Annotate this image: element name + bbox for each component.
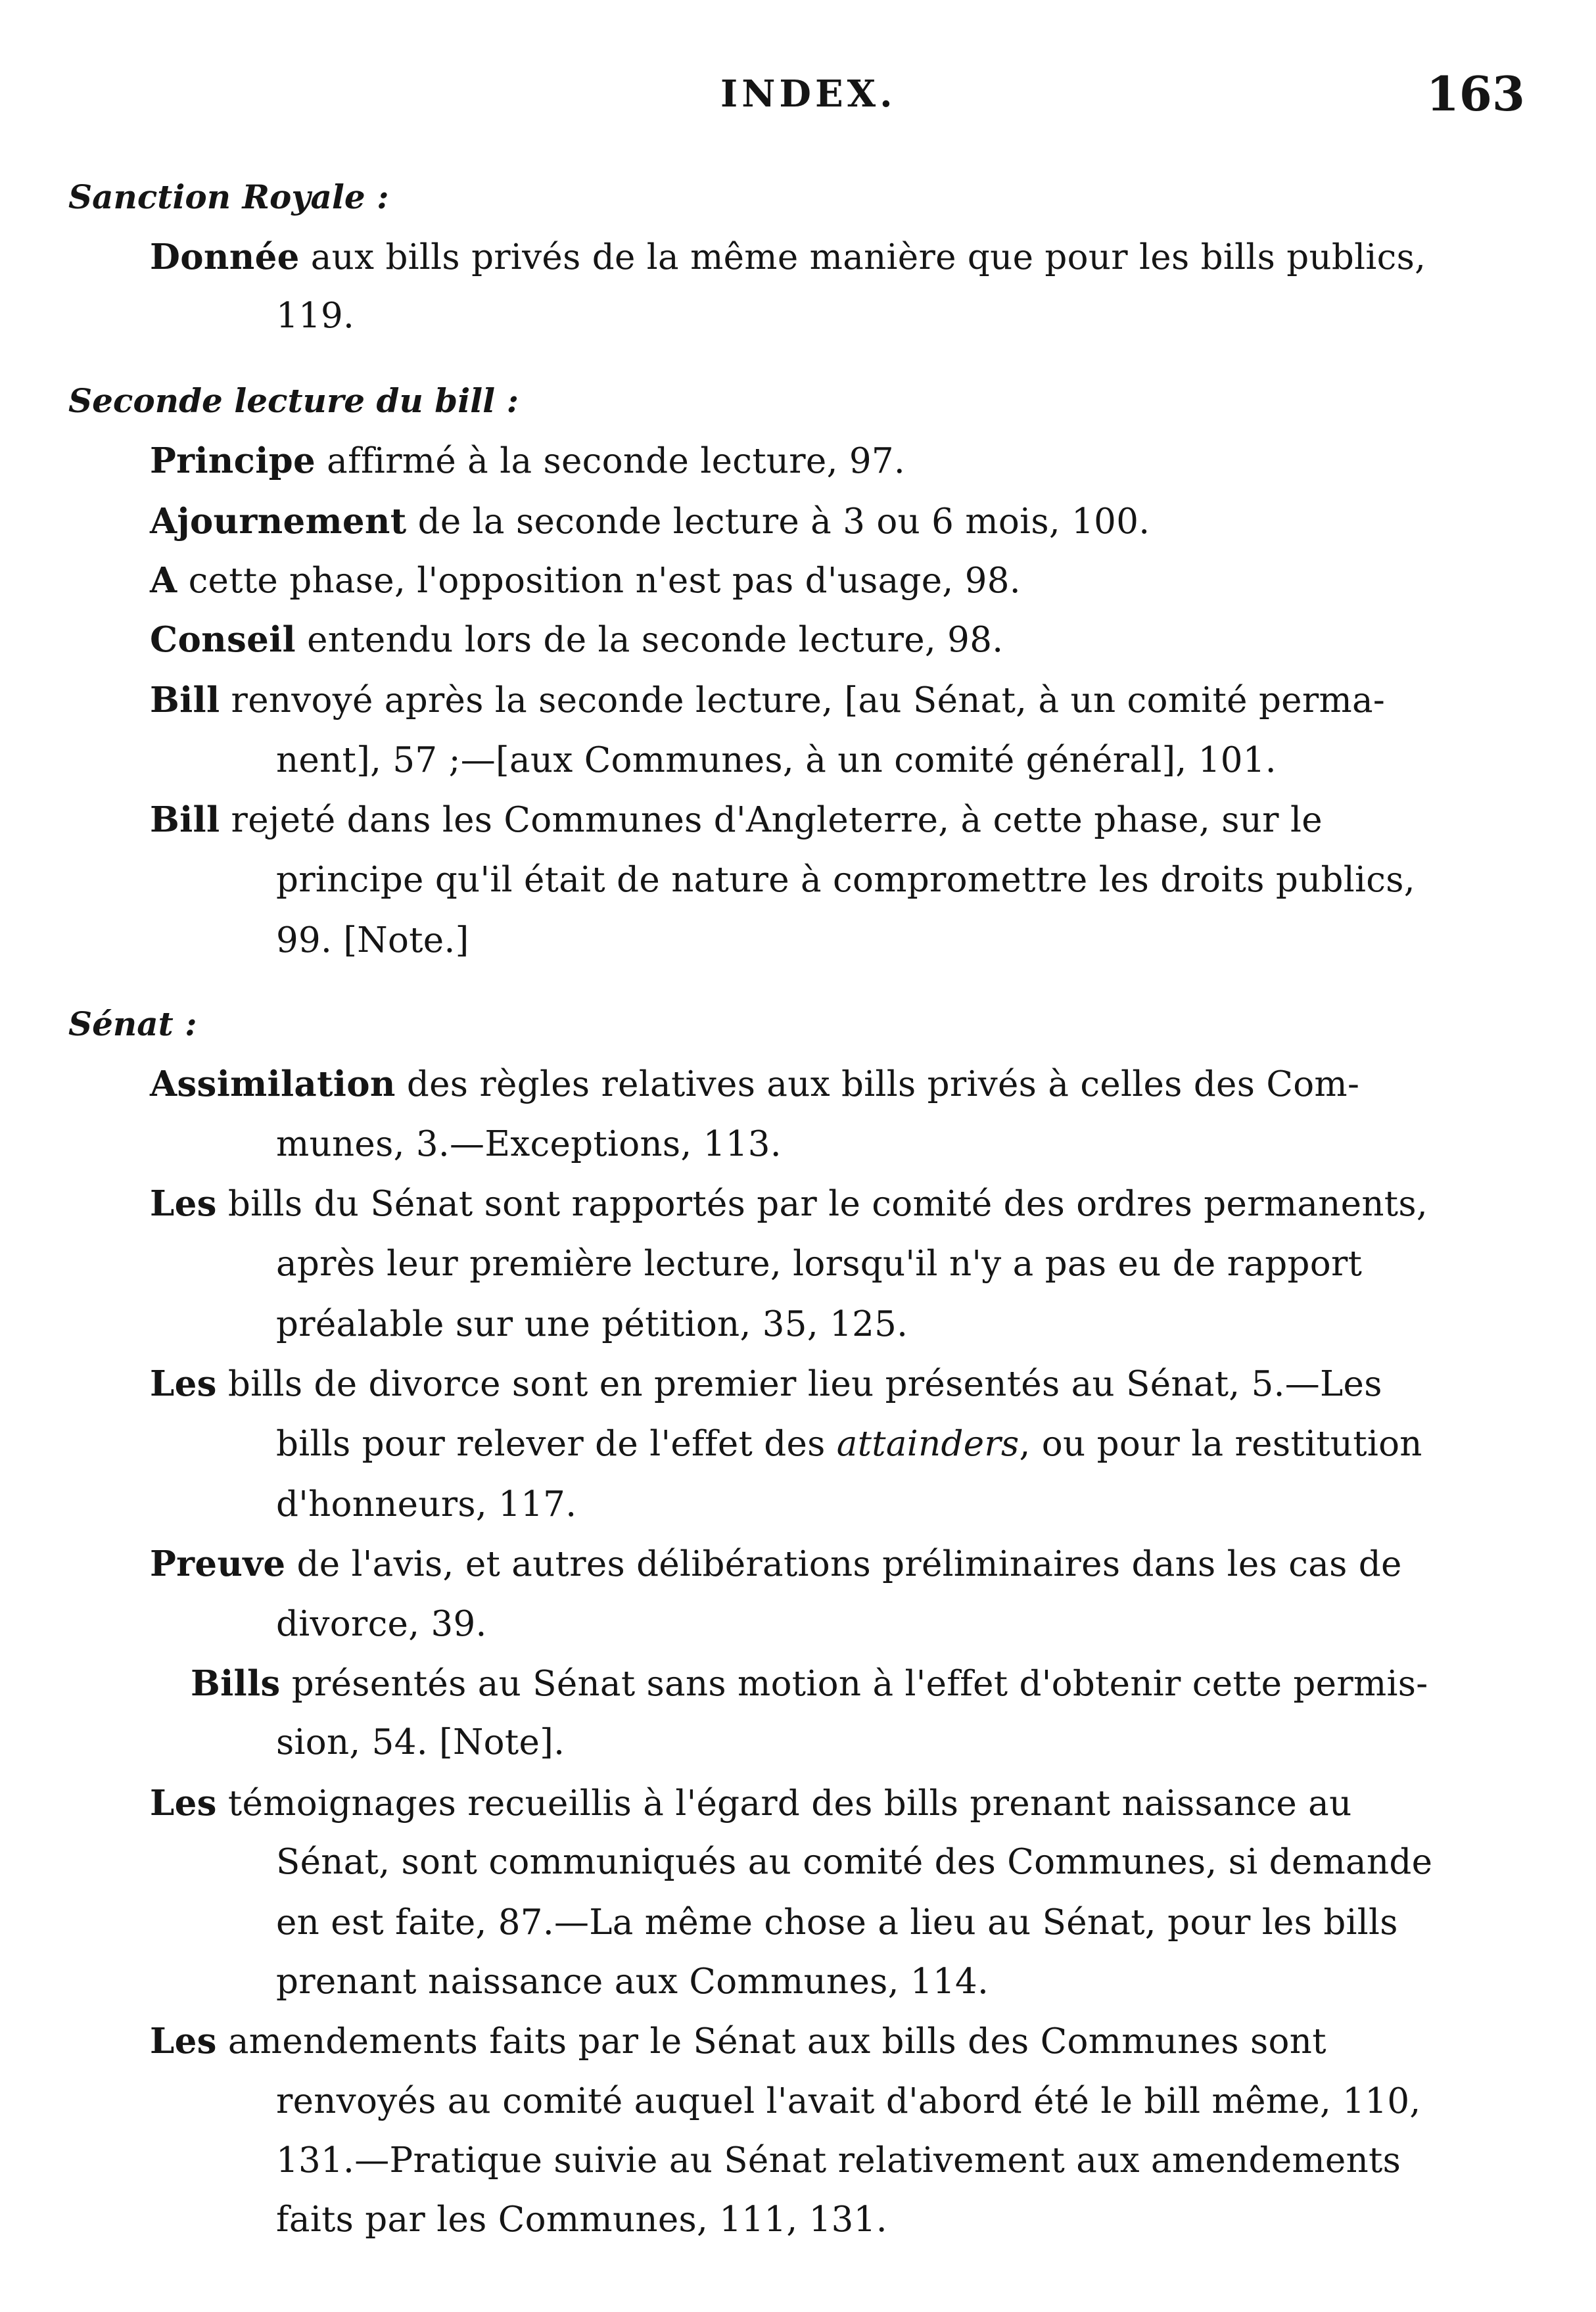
index-entry-text: principe qu'il était de nature à compromettre les droits publics, [276,860,1415,900]
index-entry-continuation-line [276,1424,1422,1464]
index-entry-text: munes, 3.—Exceptions, 113. [276,1124,782,1164]
index-entry-text: 131.—Pratique suivie au Sénat relativement aux amendements [276,2140,1401,2181]
index-entry-continuation-line [276,860,1415,900]
index-entry-continuation-line [276,1304,908,1344]
index-entry-first-line [150,1783,1352,1824]
index-entry-text: affirmé à la seconde lecture, 97. [316,441,906,481]
index-entry-continuation-line [276,1722,565,1762]
index-entry-first-line [150,237,1426,277]
index-entry-first-line [150,799,1323,840]
index-entry-continuation-line [276,1484,576,1524]
index-entry-continuation-line [276,1124,782,1164]
index-entry-text: en est faite, 87.—La même chose a lieu au Sénat, pour les bills [276,1902,1398,1943]
index-entry-text: présentés au Sénat sans motion à l'effet d'obtenir cette permis- [280,1664,1428,1704]
index-entry-first-line [150,680,1385,720]
index-entry-lead-word: Principe [150,440,316,481]
index-entry-lead-word: Conseil [150,619,296,660]
index-entry-continuation-line [276,740,1277,780]
index-entry-text: bills pour relever de l'effet des attainders, ou pour la restitution [276,1424,1422,1464]
index-entry-lead-word: Ajournement [150,501,407,542]
index-entry-text: 99. [Note.] [276,920,469,960]
index-entry-text: prenant naissance aux Communes, 114. [276,1962,989,2002]
index-entry-text: 119. [276,296,355,336]
index-entry-text: préalable sur une pétition, 35, 125. [276,1304,908,1344]
running-head [0,66,1596,125]
index-entry-lead-word: Les [150,2021,217,2062]
index-entry-lead-word: Les [150,1183,217,1224]
index-entry-text: cette phase, l'opposition n'est pas d'usage, 98. [177,561,1021,601]
italic-term: attainders [836,1424,1020,1464]
index-entry-text: bills du Sénat sont rapportés par le comité des ordres permanents, [216,1184,1428,1224]
index-entry-lead-word: Bills [191,1663,281,1704]
index-entry-lead-word: A [150,560,177,601]
index-entry-first-line [150,1183,1428,1224]
index-entry-first-line [150,619,1003,660]
index-entry-first-line [150,2021,1326,2062]
index-entry-text: de la seconde lecture à 3 ou 6 mois, 100. [406,502,1150,542]
index-heading: Seconde lecture du bill : [68,381,519,420]
index-entry-continuation-line [276,2140,1401,2181]
index-entry-text: des règles relatives aux bills privés à celles des Com- [395,1064,1360,1104]
index-entry-text: renvoyés au comité auquel l'avait d'abord été le bill même, 110, [276,2081,1421,2121]
index-entry-continuation-line [276,1604,487,1644]
index-entry-lead-word: Donnée [150,237,300,277]
index-entry-text: rejeté dans les Communes d'Angleterre, à cette phase, sur le [220,800,1323,840]
index-entry-continuation-line [276,1842,1432,1882]
index-entry-continuation-line [276,1902,1398,1943]
index-entry-lead-word: Bill [150,799,220,840]
index-entry-first-line [150,1363,1382,1404]
index-entry-first-line [191,1663,1428,1704]
index-entry-text: renvoyé après la seconde lecture, [au Sénat, à un comité perma- [220,680,1386,720]
index-entry-text: nent], 57 ;—[aux Communes, à un comité général], 101. [276,740,1277,780]
index-entry-text: après leur première lecture, lorsqu'il n'y a pas eu de rapport [276,1244,1363,1284]
page-number: 163 [1426,66,1525,122]
index-entry-continuation-line [276,920,469,960]
index-heading: Sanction Royale : [68,177,389,216]
index-entry-text: de l'avis, et autres délibérations préliminaires dans les cas de [285,1544,1402,1584]
index-entry-text: témoignages recueillis à l'égard des bills prenant naissance au [216,1783,1352,1824]
index-entry-text: divorce, 39. [276,1604,487,1644]
index-entry-lead-word: Les [150,1783,217,1824]
index-entry-first-line [150,501,1150,542]
index-heading: Sénat : [68,1004,197,1043]
index-entry-text: Sénat, sont communiqués au comité des Communes, si demande [276,1842,1433,1882]
index-entry-continuation-line [276,2081,1421,2121]
index-entry-lead-word: Assimilation [150,1064,396,1104]
index-entry-first-line [150,1064,1359,1104]
index-entry-text: bills de divorce sont en premier lieu présentés au Sénat, 5.—Les [216,1364,1382,1404]
index-entry-lead-word: Les [150,1363,217,1404]
index-entry-text: amendements faits par le Sénat aux bills des Communes sont [216,2021,1326,2062]
index-entry-text: aux bills privés de la même manière que pour les bills publics, [299,237,1426,277]
index-entry-text: d'honneurs, 117. [276,1484,577,1524]
index-entry-text: sion, 54. [Note]. [276,1722,565,1762]
index-entry-text: entendu lors de la seconde lecture, 98. [296,620,1004,660]
index-entry-continuation-line [276,2200,887,2240]
index-entry-first-line [150,1544,1402,1584]
index-entry-continuation-line [276,1244,1362,1284]
index-entry-first-line [150,440,905,481]
index-entry-lead-word: Preuve [150,1544,286,1584]
running-title: INDEX. [720,72,897,116]
index-entry-lead-word: Bill [150,680,220,720]
index-entry-first-line [150,560,1021,601]
index-entry-continuation-line [276,1962,989,2002]
index-entry-text: faits par les Communes, 111, 131. [276,2200,887,2240]
index-entry-continuation-line [276,296,354,336]
